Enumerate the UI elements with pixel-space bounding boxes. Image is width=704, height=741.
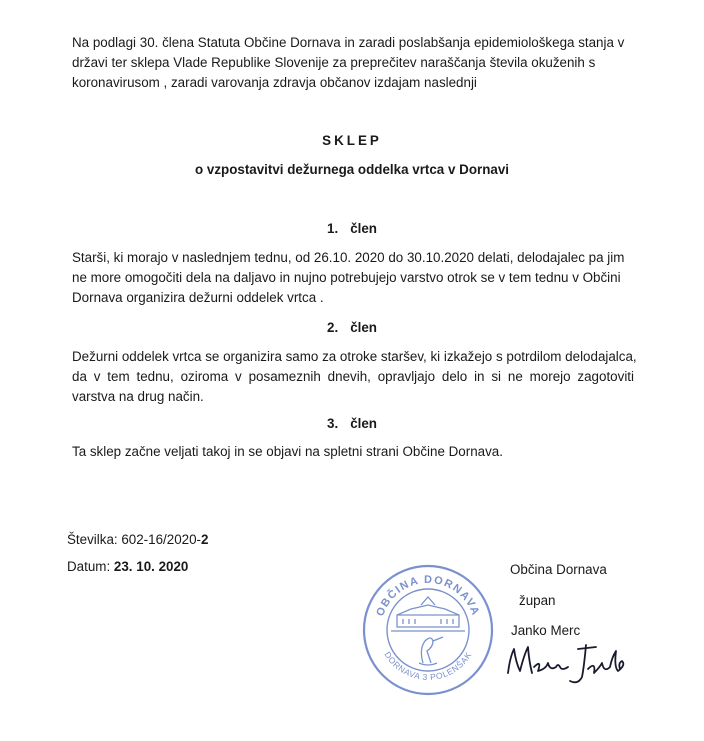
article-word: člen bbox=[350, 320, 377, 335]
article-line: varstva na drug način. bbox=[72, 389, 204, 404]
article-number: 3. bbox=[327, 416, 339, 431]
number-value: 602-16/2020- bbox=[121, 532, 202, 547]
official-stamp bbox=[361, 563, 495, 697]
intro-line: koronavirusom , zaradi varovanja zdravja občanov izdajam naslednji bbox=[72, 75, 477, 90]
article-heading bbox=[0, 219, 704, 239]
article-heading bbox=[0, 414, 704, 434]
number-label: Številka: bbox=[67, 532, 118, 547]
document-subtitle: o vzpostavitvi dežurnega oddelka vrtca v Dornavi bbox=[194, 162, 510, 177]
article-line: Ta sklep začne veljati takoj in se objavi na spletni strani Občine Dornava. bbox=[72, 444, 503, 459]
date-label: Datum: bbox=[67, 559, 111, 574]
date-value: 23. 10. 2020 bbox=[113, 559, 189, 574]
article-word: člen bbox=[350, 416, 377, 431]
article-line: Dežurni oddelek vrtca se organizira samo za otroke staršev, ki izkažejo s potrdilom delodajalca, bbox=[72, 349, 637, 364]
article-body bbox=[72, 248, 634, 308]
stamp-inner-ring bbox=[387, 589, 469, 671]
stamp-emblem-icon bbox=[391, 597, 465, 665]
article-line: Dornava organizira dežurni oddelek vrtca . bbox=[72, 290, 324, 305]
handwritten-signature bbox=[502, 637, 632, 687]
article-number: 2. bbox=[327, 320, 339, 335]
document-date bbox=[67, 557, 188, 577]
document-number bbox=[67, 530, 208, 550]
signatory-municipality: Občina Dornava bbox=[510, 562, 607, 577]
stamp-top-textpath: OBČINA DORNAVA bbox=[374, 573, 482, 619]
article-word: člen bbox=[350, 221, 377, 236]
article-body bbox=[72, 347, 637, 407]
article-line: Starši, ki morajo v naslednjem tednu, od 26.10. 2020 do 30.10.2020 delati, delodajalec pa jim bbox=[72, 250, 625, 265]
article-number: 1. bbox=[327, 221, 339, 236]
number-suffix: 2 bbox=[201, 532, 209, 547]
intro-line: državi ter sklepa Vlade Republike Slovenije za preprečitev naraščanja števila okuženih s bbox=[72, 55, 596, 70]
document-title: SKLEP bbox=[322, 133, 382, 148]
signatory-name: Janko Merc bbox=[511, 623, 581, 638]
article-line: da v tem tednu, oziroma v posameznih dnevih, opravljajo delo in si ne morejo zagotoviti bbox=[72, 369, 634, 384]
article-line: ne more omogočiti dela na daljavo in nujno potrebujejo varstvo otrok se v tem tednu v Občini bbox=[72, 270, 621, 285]
intro-paragraph bbox=[72, 33, 652, 93]
stamp-bottom-textpath: DORNAVA 3 POLENŠAK bbox=[382, 649, 474, 683]
article-heading bbox=[0, 318, 704, 338]
article-body bbox=[72, 442, 634, 462]
stamp-top-text bbox=[374, 574, 482, 618]
intro-line: Na podlagi 30. člena Statuta Občine Dornava in zaradi poslabšanja epidemiološkega stanja v bbox=[72, 35, 625, 50]
signatory-role: župan bbox=[519, 593, 556, 608]
